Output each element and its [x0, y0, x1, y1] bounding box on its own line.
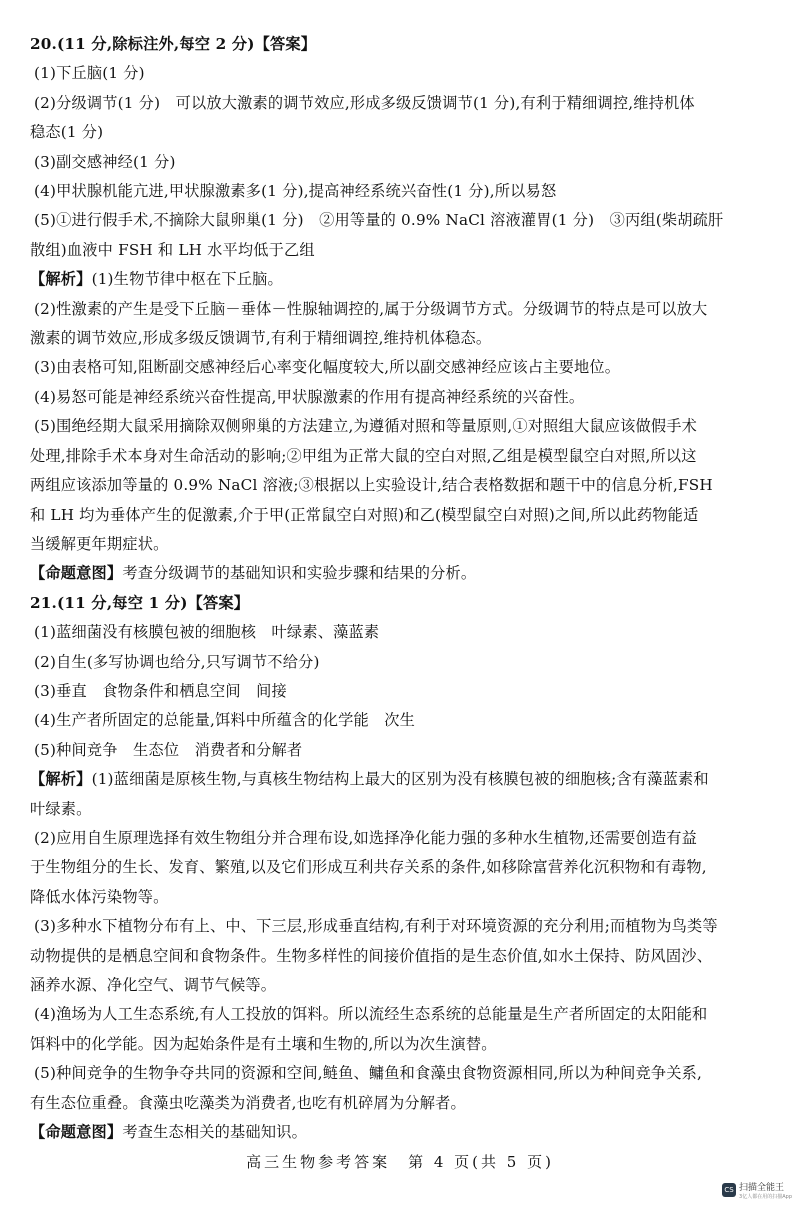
q21-analysis-3: (3)多种水下植物分布有上、中、下三层,形成垂直结构,有利于对环境资源的充分利用;而植物为鸟类等	[34, 917, 718, 936]
q20-answer-1: (1)下丘脑(1 分)	[34, 64, 145, 83]
q20-analysis-2: (2)性激素的产生是受下丘脑－垂体－性腺轴调控的,属于分级调节方式。分级调节的特点是可以放大	[34, 299, 708, 318]
q20-header: 20.(11 分,除标注外,每空 2 分)【答案】	[30, 35, 317, 53]
q21-analysis-label: 【解析】	[30, 770, 92, 789]
q21-analysis-4: (4)渔场为人工生态系统,有人工投放的饵料。所以流经生态系统的总能量是生产者所固定的太阳能和	[34, 1005, 708, 1024]
q21-analysis-2-cont-1: 于生物组分的生长、发育、繁殖,以及它们形成互利共存关系的条件,如移除富营养化沉积物和有毒物,	[30, 858, 707, 877]
q20-intent-label: 【命题意图】	[30, 564, 123, 583]
q21-header: 21.(11 分,每空 1 分)【答案】	[30, 593, 250, 612]
q20-analysis-5-cont-1: 处理,排除手术本身对生命活动的影响;②甲组为正常大鼠的空白对照,乙组是模型鼠空白对照,所以这	[30, 446, 697, 465]
q20-analysis-3: (3)由表格可知,阻断副交感神经后心率变化幅度较大,所以副交感神经应该占主要地位。	[34, 358, 621, 377]
q20-analysis-5-cont-2: 两组应该添加等量的 0.9% NaCl 溶液;③根据以上实验设计,结合表格数据和题干中的信息分析,FSH	[30, 476, 713, 495]
q21-answer-3: (3)垂直 食物条件和栖息空间 间接	[34, 681, 287, 700]
q20-answer-2: (2)分级调节(1 分) 可以放大激素的调节效应,形成多级反馈调节(1 分),有利于精细调控,维持机体	[34, 93, 695, 112]
q20-intent: 考查分级调节的基础知识和实验步骤和结果的分析。	[122, 564, 477, 583]
q20-answer-5: (5)①进行假手术,不摘除大鼠卵巢(1 分) ②用等量的 0.9% NaCl 溶液灌胃(1 分) ③丙组(柴胡疏肝	[34, 211, 724, 230]
scanner-watermark	[722, 1180, 792, 1200]
q21-analysis-3-cont-1: 动物提供的是栖息空间和食物条件。生物多样性的间接价值指的是生态价值,如水土保持、防风固沙、	[30, 946, 713, 965]
q20-analysis-1: (1)生物节律中枢在下丘脑。	[91, 270, 283, 289]
answer-document	[30, 30, 778, 1147]
scanner-label: 扫描全能王	[739, 1183, 785, 1193]
q20-analysis-2-cont: 激素的调节效应,形成多级反馈调节,有利于精细调控,维持机体稳态。	[30, 329, 492, 348]
q21-answer-2: (2)自生(多写协调也给分,只写调节不给分)	[34, 652, 320, 671]
q21-answer-5: (5)种间竞争 生态位 消费者和分解者	[34, 740, 303, 759]
q20-answer-2-cont: 稳态(1 分)	[30, 123, 104, 142]
q20-answer-4: (4)甲状腺机能亢进,甲状腺激素多(1 分),提高神经系统兴奋性(1 分),所以易怒	[34, 182, 557, 201]
q21-analysis-3-cont-2: 涵养水源、净化空气、调节气候等。	[30, 976, 277, 994]
scanner-sublabel: 3亿人都在用的扫描App	[739, 1194, 792, 1200]
q21-analysis-4-cont: 饵料中的化学能。因为起始条件是有土壤和生物的,所以为次生演替。	[30, 1034, 497, 1053]
q20-analysis-label: 【解析】	[30, 270, 92, 289]
q21-analysis-1-cont: 叶绿素。	[30, 799, 92, 818]
q20-answer-5-cont: 散组)血液中 FSH 和 LH 水平均低于乙组	[30, 240, 315, 259]
page-footer: 高三生物参考答案 第 4 页(共 5 页)	[246, 1153, 554, 1171]
q21-intent: 考查生态相关的基础知识。	[122, 1123, 307, 1142]
q21-analysis-5: (5)种间竞争的生物争夺共同的资源和空间,鲢鱼、鳙鱼和食藻虫食物资源相同,所以为种间竞争关系,	[34, 1064, 703, 1083]
q21-analysis-2-cont-2: 降低水体污染物等。	[30, 887, 169, 906]
q21-analysis-1: (1)蓝细菌是原核生物,与真核生物结构上最大的区别为没有核膜包被的细胞核;含有藻蓝素和	[91, 770, 709, 789]
q20-analysis-5: (5)围绝经期大鼠采用摘除双侧卵巢的方法建立,为遵循对照和等量原则,①对照组大鼠应该做假手术	[34, 417, 698, 436]
q20-analysis-5-cont-3: 和 LH 均为垂体产生的促激素,介于甲(正常鼠空白对照)和乙(模型鼠空白对照)之间,所以此药物能适	[30, 505, 699, 524]
q21-analysis-2: (2)应用自生原理选择有效生物组分并合理布设,如选择净化能力强的多种水生植物,还需要创造有益	[34, 828, 698, 847]
q20-analysis-4: (4)易怒可能是神经系统兴奋性提高,甲状腺激素的作用有提高神经系统的兴奋性。	[34, 387, 585, 406]
scanner-app-icon: CS	[722, 1183, 736, 1197]
q20-analysis-5-cont-4: 当缓解更年期症状。	[30, 534, 169, 553]
q21-answer-1: (1)蓝细菌没有核膜包被的细胞核 叶绿素、藻蓝素	[34, 623, 380, 642]
q21-intent-label: 【命题意图】	[30, 1123, 123, 1142]
q21-analysis-5-cont: 有生态位重叠。食藻虫吃藻类为消费者,也吃有机碎屑为分解者。	[30, 1093, 466, 1112]
q20-answer-3: (3)副交感神经(1 分)	[34, 152, 176, 171]
q21-answer-4: (4)生产者所固定的总能量,饵料中所蕴含的化学能 次生	[34, 711, 416, 730]
